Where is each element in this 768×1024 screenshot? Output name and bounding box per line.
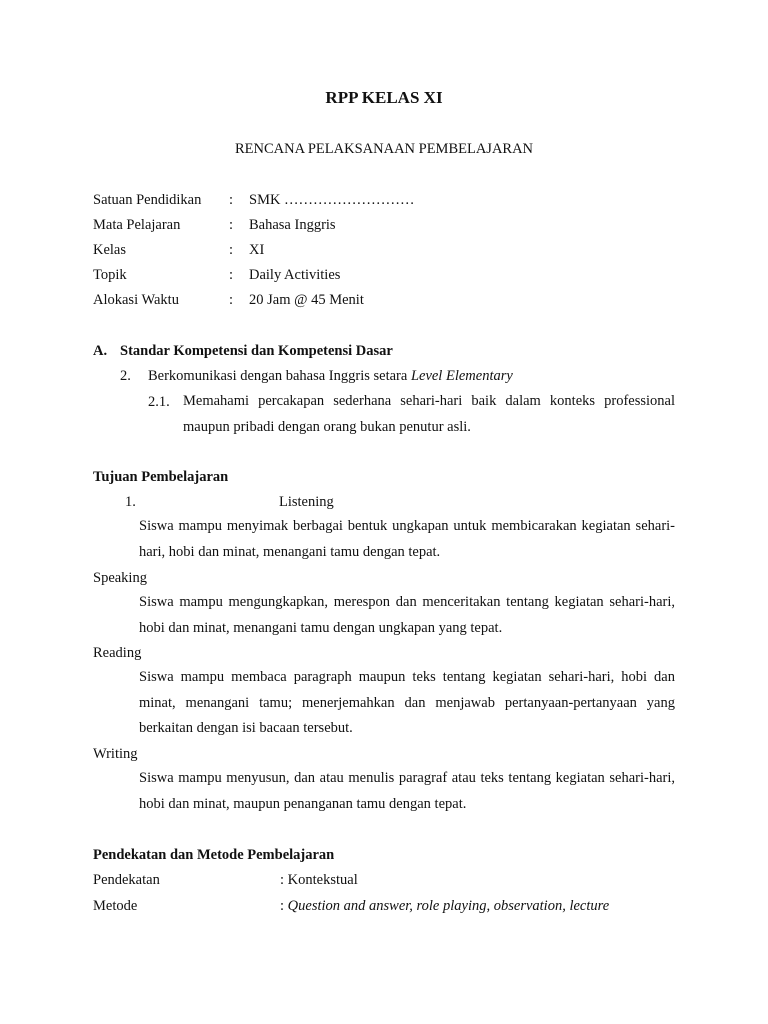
metode-value — [280, 898, 609, 915]
identity-sep: : — [229, 267, 234, 283]
sk-text-italic: Level Elementary — [410, 368, 513, 384]
tujuan-heading: Tujuan Pembelajaran — [93, 469, 229, 485]
identity-value: Bahasa Inggris — [249, 217, 336, 233]
identity-label: Satuan Pendidikan — [93, 192, 202, 208]
metode-heading: Pendekatan dan Metode Pembelajaran — [93, 847, 335, 863]
sk-text-plain: Berkomunikasi dengan bahasa Inggris setara — [148, 368, 411, 384]
identity-value: Daily Activities — [249, 267, 341, 283]
identity-value: SMK ……………………… — [249, 192, 415, 208]
writing-label: Writing — [93, 746, 138, 762]
identity-label: Mata Pelajaran — [93, 217, 181, 233]
identity-value: 20 Jam @ 45 Menit — [249, 292, 364, 308]
document-title: RPP KELAS XI — [325, 88, 443, 107]
kd-text: Memahami percakapan sederhana sehari-hari baik dalam konteks professional maupun pribadi dengan orang bukan penutur asli. — [183, 393, 675, 435]
speaking-label: Speaking — [93, 570, 147, 586]
sk-number: 2. — [120, 368, 131, 384]
section-a-heading: Standar Kompetensi dan Kompetensi Dasar — [120, 343, 393, 359]
pendekatan-label: Pendekatan — [93, 872, 160, 888]
section-a-marker: A. — [93, 343, 108, 359]
listening-number: 1. — [125, 494, 136, 510]
identity-label: Topik — [93, 267, 127, 283]
identity-label: Alokasi Waktu — [93, 292, 179, 308]
reading-label: Reading — [93, 645, 142, 661]
identity-sep: : — [229, 292, 234, 308]
speaking-text: Siswa mampu mengungkapkan, merespon dan menceritakan tentang kegiatan sehari-hari, hobi dan minat, menangani tamu dengan ungkapan yang tepat. — [139, 594, 675, 636]
metode-label: Metode — [93, 898, 138, 914]
metode-sep: : — [280, 898, 288, 914]
pendekatan-value: : Kontekstual — [280, 872, 358, 888]
identity-sep: : — [229, 217, 234, 233]
identity-sep: : — [229, 192, 234, 208]
metode-value-text: Question and answer, role playing, observation, lecture — [287, 898, 610, 914]
document-subtitle: RENCANA PELAKSANAAN PEMBELAJARAN — [234, 141, 534, 157]
reading-text: Siswa mampu membaca paragraph maupun teks tentang kegiatan sehari-hari, hobi dan minat, menangani tamu; menerjemahkan dan menjawab pertanyaan-pertanyaan yang berkaitan dengan isi bacaan tersebut. — [139, 669, 675, 736]
listening-text: Siswa mampu menyimak berbagai bentuk ungkapan untuk membicarakan kegiatan sehari-hari, hobi dan minat, menangani tamu dengan tepat. — [139, 518, 675, 560]
listening-label: Listening — [279, 494, 334, 510]
identity-value: XI — [249, 242, 265, 258]
identity-sep: : — [229, 242, 234, 258]
writing-text: Siswa mampu menyusun, dan atau menulis paragraf atau teks tentang kegiatan sehari-hari, hobi dan minat, maupun penanganan tamu dengan tepat. — [139, 770, 675, 812]
sk-text — [148, 368, 513, 385]
kd-number: 2.1. — [148, 394, 170, 410]
identity-label: Kelas — [93, 242, 127, 258]
